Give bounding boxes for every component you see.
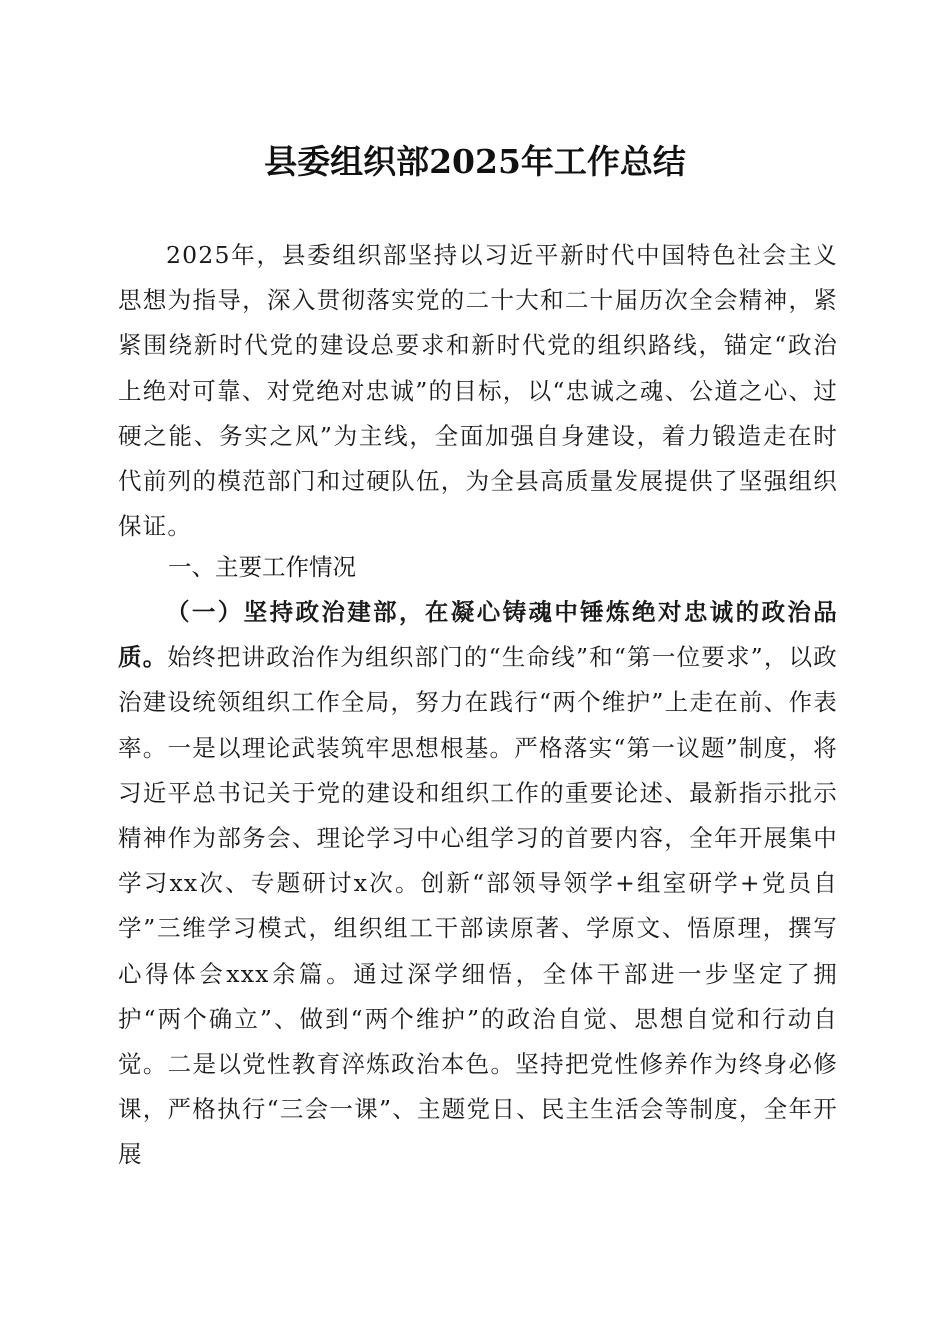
subsection-body: 始终把讲政治作为组织部门的“生命线”和“第一位要求”，以政治建设统领组织工作全局，努力在践行“两个维护”上走在前、作表率。一是以理论武装筑牢思想根基。严格落实“第一议题”制度，将习近平总书记关于党的建设和组织工作的重要论述、最新指示批示精神作为部务会、理论学习中心组学习的首要内容，全年开展集中学习xx次、专题研讨x次。创新“部领导领学+组室研学+党员自学”三维学习模式，组织组工干部读原著、学原文、悟原理，撰写心得体会xxx余篇。通过深学细悟，全体干部进一步坚定了拥护“两个确立”、做到“两个维护”的政治自觉、思想自觉和行动自觉。二是以党性教育淬炼政治本色。坚持把党性修养作为终身必修课，严格执行“三会一课”、主题党日、民主生活会等制度，全年开展 xyxy=(118,643,838,1169)
document-title: 县委组织部2025年工作总结 xyxy=(264,142,686,181)
section-heading: 一、主要工作情况 xyxy=(168,553,356,581)
subsection-heading: （一）坚持政治建部，在凝心铸魂中锤炼绝对忠诚的政治品质。 xyxy=(118,598,838,672)
intro-paragraph: 2025年，县委组织部坚持以习近平新时代中国特色社会主义思想为指导，深入贯彻落实党的二十大和二十届历次全会精神，紧紧围绕新时代党的建设总要求和新时代党的组织路线，锚定“政治上绝对可靠、对党绝对忠诚”的目标，以“忠诚之魂、公道之心、过硬之能、务实之风”为主线，全面加强自身建设，着力锻造走在时代前列的模范部门和过硬队伍，为全县高质量发展提供了坚强组织保证。 xyxy=(118,241,838,541)
subsection-paragraph xyxy=(118,590,838,1178)
